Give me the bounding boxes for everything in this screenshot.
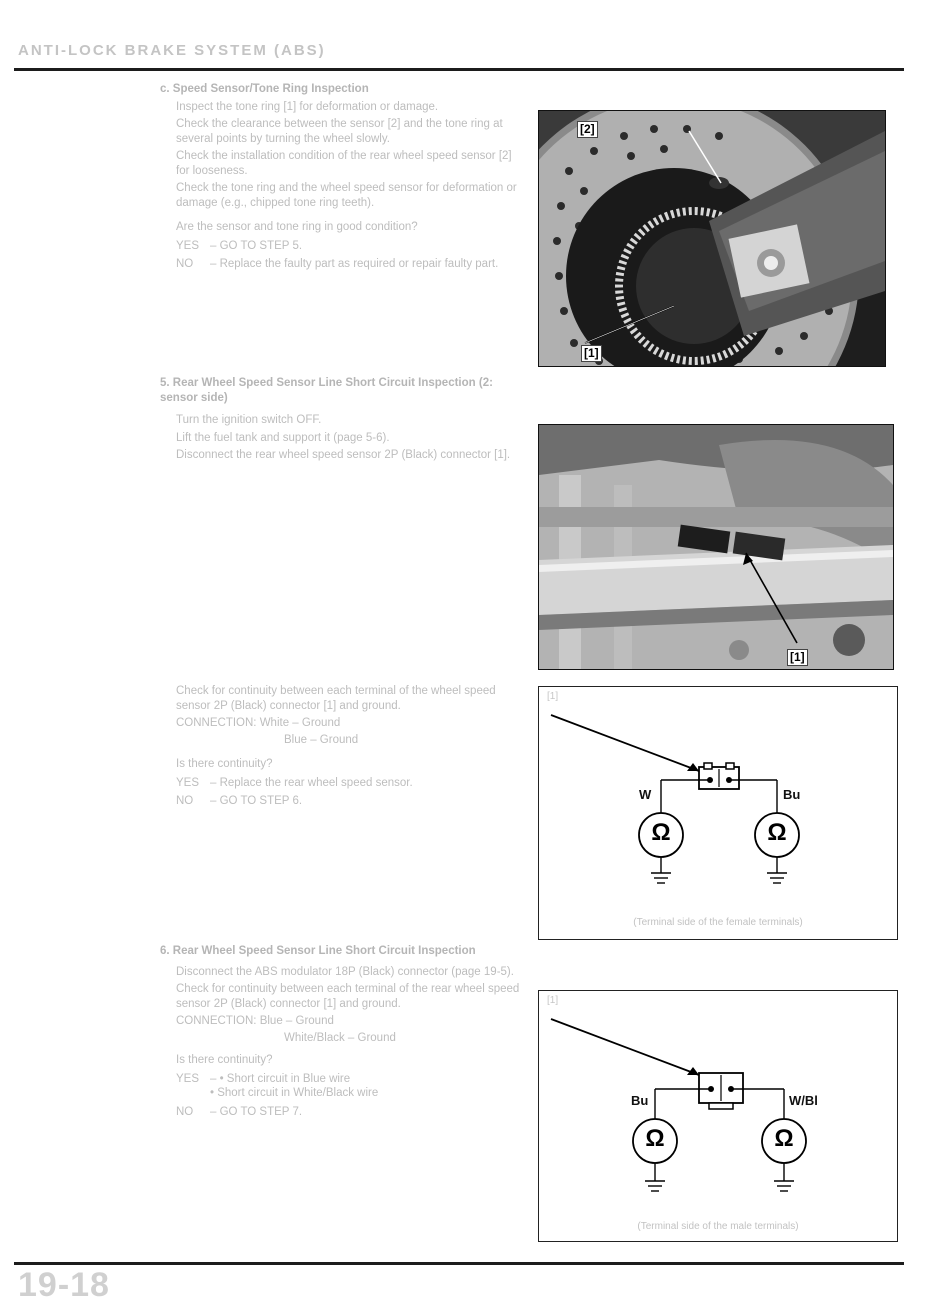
step-6-para-1: Disconnect the ABS modulator 18P (Black) connector (page 19-5). — [176, 965, 514, 978]
diagram-1-caption: (Terminal side of the female terminals) — [633, 917, 803, 928]
diagram-1-wire-left: W — [639, 787, 652, 802]
step-6-spec-2: White/Black – Ground — [284, 1031, 396, 1044]
step-c-no: NO – Replace the faulty part as required or repair faulty part. — [176, 258, 499, 270]
diagram-1-ohm-left: Ω — [651, 819, 671, 846]
header-rule — [14, 68, 904, 71]
step-6-question: Is there continuity? — [176, 1054, 273, 1066]
step-c-para-3: Check the installation condition of the rear wheel speed sensor [2] for looseness. — [176, 150, 512, 177]
step-5-question: Is there continuity? — [176, 758, 273, 770]
step-c-heading: c. Speed Sensor/Tone Ring Inspection — [160, 83, 369, 95]
diagram-2-ohm-right: Ω — [774, 1125, 794, 1152]
step-5-para-1: Turn the ignition switch OFF. — [176, 414, 322, 426]
diagram-1-graphic — [539, 687, 897, 939]
diagram-2-wire-right: W/Bl — [789, 1093, 818, 1108]
step-5-check-text — [176, 684, 528, 813]
diagram-1-ohm-right: Ω — [767, 819, 787, 846]
step-5-para-3: Disconnect the rear wheel speed sensor 2P (Black) connector [1]. — [176, 449, 511, 461]
step-c-para-4: Check the tone ring and the wheel speed sensor for deformation or damage (e.g., chipped tone ring teeth). — [176, 182, 517, 209]
diagram-2-index: [1] — [547, 995, 559, 1006]
connector-photo-label: [1] — [787, 649, 808, 666]
step-c-para-2: Check the clearance between the sensor [2] and the tone ring at several points by turning the wheel slowly. — [176, 118, 503, 145]
step-5-yes: YES – Replace the rear wheel speed sensor. — [176, 776, 413, 789]
step-c-para-1: Inspect the tone ring [1] for deformation or damage. — [176, 100, 439, 113]
tone-ring-photo-label-ring: [1] — [581, 345, 602, 362]
diagram-2-ohm-left: Ω — [645, 1125, 665, 1152]
diagram-1-index: [1] — [547, 691, 559, 702]
step-6-text — [160, 944, 528, 1123]
connector-photo-graphic — [539, 425, 893, 669]
page-header-title: ANTI-LOCK BRAKE SYSTEM (ABS) — [18, 42, 326, 59]
step-5-check: Check for continuity between each terminal of the wheel speed sensor 2P (Black) connector [1] and ground. — [176, 685, 496, 712]
connector-photo — [538, 424, 894, 670]
continuity-diagram-2 — [538, 990, 898, 1242]
tone-ring-photo-label-sensor: [2] — [577, 121, 598, 138]
step-5-para-2: Lift the fuel tank and support it (page 5-6). — [176, 431, 390, 444]
step-c-question: Are the sensor and tone ring in good condition? — [176, 221, 418, 233]
step-5-no: NO – GO TO STEP 6. — [176, 795, 303, 807]
tone-ring-photo — [538, 110, 886, 367]
diagram-2-caption: (Terminal side of the male terminals) — [637, 1221, 799, 1232]
step-6-para-2: Check for continuity between each terminal of the rear wheel speed sensor 2P (Black) connector [1] and ground. — [176, 983, 520, 1010]
step-6-no: NO – GO TO STEP 7. — [176, 1105, 303, 1118]
step-6-yes: YES – • Short circuit in Blue wire • Short circuit in White/Black wire — [176, 1072, 379, 1099]
continuity-diagram-1 — [538, 686, 898, 940]
step-5-spec-2: Blue – Ground — [284, 733, 359, 746]
diagram-2-graphic — [539, 991, 897, 1241]
diagram-2-wire-left: Bu — [631, 1093, 649, 1108]
step-6-heading: 6. Rear Wheel Speed Sensor Line Short Circuit Inspection — [160, 945, 476, 957]
step-c-yes: YES – GO TO STEP 5. — [176, 239, 303, 252]
step-5-heading: 5. Rear Wheel Speed Sensor Line Short Circuit Inspection (2: sensor side) — [160, 377, 493, 404]
tone-ring-photo-graphic — [539, 111, 885, 366]
step-5-text — [160, 376, 528, 466]
step-c-text — [160, 82, 528, 276]
step-6-spec: CONNECTION: Blue – Ground — [176, 1015, 334, 1027]
step-5-spec: CONNECTION: White – Ground — [176, 717, 341, 729]
diagram-1-wire-right: Bu — [783, 787, 801, 802]
page-number: 19-18 — [18, 1266, 110, 1304]
footer-rule — [14, 1262, 904, 1265]
